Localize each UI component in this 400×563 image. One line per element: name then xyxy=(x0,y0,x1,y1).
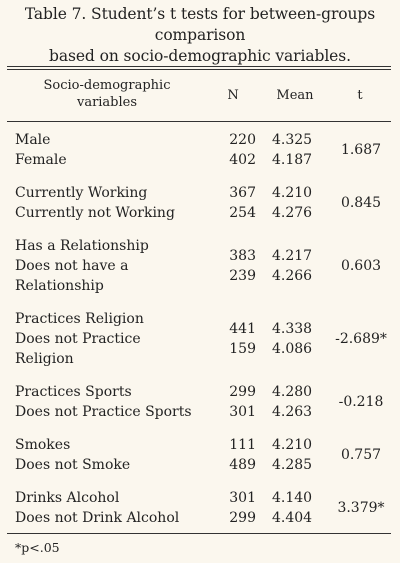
table-row-group-working xyxy=(0,183,400,223)
header-mean: Mean xyxy=(276,88,314,103)
table-row-group-smoking xyxy=(0,435,400,475)
row-label: Practices Sports xyxy=(15,384,132,400)
mean-value: 4.263 xyxy=(272,404,313,420)
n-value: 220 xyxy=(229,132,256,148)
row-label: Does not have a xyxy=(15,258,129,274)
mean-value: 4.280 xyxy=(272,384,313,400)
n-value: 383 xyxy=(229,248,256,264)
n-value: 301 xyxy=(229,490,256,506)
table-row-group-relationship xyxy=(0,236,400,296)
n-value: 367 xyxy=(229,185,256,201)
caption-line-2: based on socio-demographic variables. xyxy=(49,47,351,65)
caption-line-1: Table 7. Student’s t tests for between-groups comparison xyxy=(24,5,376,44)
row-label: Does not Practice xyxy=(15,331,141,347)
row-label: Practices Religion xyxy=(15,311,144,327)
mean-value: 4.285 xyxy=(272,457,313,473)
significance-footnote: *p<.05 xyxy=(15,540,60,555)
t-value: 3.379* xyxy=(337,500,385,516)
header-rule xyxy=(7,121,391,122)
row-label: Female xyxy=(15,152,67,168)
mean-value: 4.404 xyxy=(272,510,313,526)
t-value: -0.218 xyxy=(338,394,384,410)
mean-value: 4.217 xyxy=(272,248,313,264)
table-row-group-gender xyxy=(0,130,400,170)
n-value: 254 xyxy=(229,205,256,221)
row-label: Religion xyxy=(15,351,74,367)
bottom-rule xyxy=(7,533,391,534)
header-t: t xyxy=(357,88,363,103)
table-row-group-religion xyxy=(0,309,400,369)
n-value: 299 xyxy=(229,510,256,526)
n-value: 489 xyxy=(229,457,256,473)
t-value: 0.603 xyxy=(340,258,382,274)
header-variables xyxy=(12,77,202,111)
mean-value: 4.276 xyxy=(272,205,313,221)
header-n: N xyxy=(227,88,239,103)
n-value: 299 xyxy=(229,384,256,400)
mean-value: 4.140 xyxy=(272,490,313,506)
mean-value: 4.086 xyxy=(272,341,313,357)
row-label: Does not Practice Sports xyxy=(15,404,192,420)
top-rule xyxy=(7,66,391,67)
row-label: Relationship xyxy=(15,278,104,294)
t-value: -2.689* xyxy=(335,331,387,347)
row-label: Currently Working xyxy=(15,185,148,201)
row-label: Male xyxy=(15,132,51,148)
row-label: Does not Smoke xyxy=(15,457,131,473)
mean-value: 4.210 xyxy=(272,185,313,201)
table-row-group-sports xyxy=(0,382,400,422)
n-value: 301 xyxy=(229,404,256,420)
row-label: Has a Relationship xyxy=(15,238,149,254)
top-rule-double xyxy=(7,69,391,70)
n-value: 402 xyxy=(229,152,256,168)
header-variables-line-2: variables xyxy=(76,95,138,110)
row-label: Does not Drink Alcohol xyxy=(15,510,180,526)
mean-value: 4.187 xyxy=(272,152,313,168)
t-value: 0.757 xyxy=(340,447,382,463)
mean-value: 4.210 xyxy=(272,437,313,453)
t-value: 1.687 xyxy=(340,142,382,158)
row-label: Drinks Alcohol xyxy=(15,490,120,506)
mean-value: 4.338 xyxy=(272,321,313,337)
header-variables-line-1: Socio-demographic xyxy=(43,78,171,93)
n-value: 441 xyxy=(229,321,256,337)
mean-value: 4.266 xyxy=(272,268,313,284)
n-value: 239 xyxy=(229,268,256,284)
table-row-group-alcohol xyxy=(0,488,400,528)
mean-value: 4.325 xyxy=(272,132,313,148)
table-caption xyxy=(0,4,400,67)
n-value: 159 xyxy=(229,341,256,357)
n-value: 111 xyxy=(229,437,256,453)
row-label: Smokes xyxy=(15,437,71,453)
row-label: Currently not Working xyxy=(15,205,175,221)
t-value: 0.845 xyxy=(340,195,382,211)
